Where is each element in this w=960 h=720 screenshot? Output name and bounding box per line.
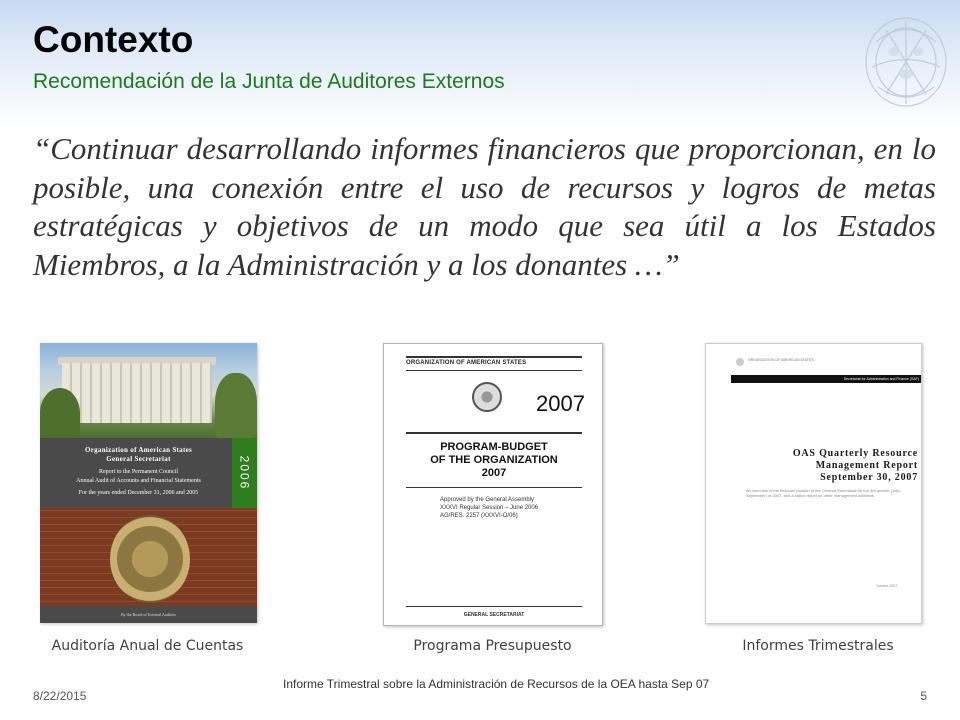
caption-budget: Programa Presupuesto: [413, 638, 572, 654]
budget-year: 2007: [536, 391, 585, 416]
footer-text: Informe Trimestral sobre la Administración de Recursos de la OEA hasta Sep 07: [283, 677, 710, 691]
page-number: 5: [920, 689, 927, 703]
cover-org-line1: Organization of American States: [84, 446, 193, 454]
slide-title: Contexto: [33, 19, 194, 60]
budget-footer: GENERAL SECRETARIAT: [463, 612, 525, 618]
report-title: OAS Quarterly Resource Management Report September 30, 2007: [792, 448, 918, 483]
cover-report-line2: Annual Audit of Accounts and Financial Statements: [76, 478, 201, 484]
caption-quarterly: Informes Trimestrales: [742, 638, 894, 654]
audit-report-cover: [40, 343, 257, 623]
oas-seal-icon: [472, 382, 502, 412]
slide-subtitle: Recomendación de la Junta de Auditores Externos: [33, 70, 505, 93]
quarterly-report-cover: [705, 343, 922, 624]
report-header-bar: Secretariat for Administration and Finance (SAF): [731, 375, 922, 383]
oas-emblem-icon: [858, 12, 954, 120]
caption-audit: Auditoría Anual de Cuentas: [51, 638, 244, 654]
report-description: An overview of the financial position of the General Secretariat for the 3rd quarter (July–September) of 2007, and a status report on other management activities.: [746, 488, 902, 498]
oas-seal-icon: [736, 358, 744, 366]
oas-seal-icon: [110, 515, 190, 603]
cover-period: For the years ended December 31, 2006 and 2005: [78, 490, 199, 496]
recommendation-quote: “Continuar desarrollando informes financieros que proporcionan, en lo posible, una conexión entre el uso de recursos y logros de metas estratégicas y objetivos de un modo que sea útil a los Estados Miembros, a la Administración y a los donantes …”: [33, 131, 936, 282]
budget-org: ORGANIZATION OF AMERICAN STATES: [406, 360, 527, 366]
footer-date: 8/22/2015: [33, 689, 87, 703]
report-header-small: ORGANIZATION OF AMERICAN STATES: [748, 358, 814, 362]
cover-report-line1: Report to the Permanent Council: [99, 469, 178, 475]
report-date: October 2007: [876, 584, 898, 588]
program-budget-cover: [383, 343, 603, 626]
cover-footer: By the Board of External Auditors: [40, 606, 257, 623]
cover-year-tab: 2006: [232, 438, 257, 508]
cover-org-line2: General Secretariat: [106, 455, 171, 463]
cover-title-text: [46, 446, 231, 498]
budget-title: PROGRAM-BUDGET OF THE ORGANIZATION 2007: [430, 441, 558, 479]
budget-approval: Approved by the General Assembly XXXVI Regular Session – June 2006 AG/RES. 2257 (XXXVI-O/06): [440, 497, 539, 519]
